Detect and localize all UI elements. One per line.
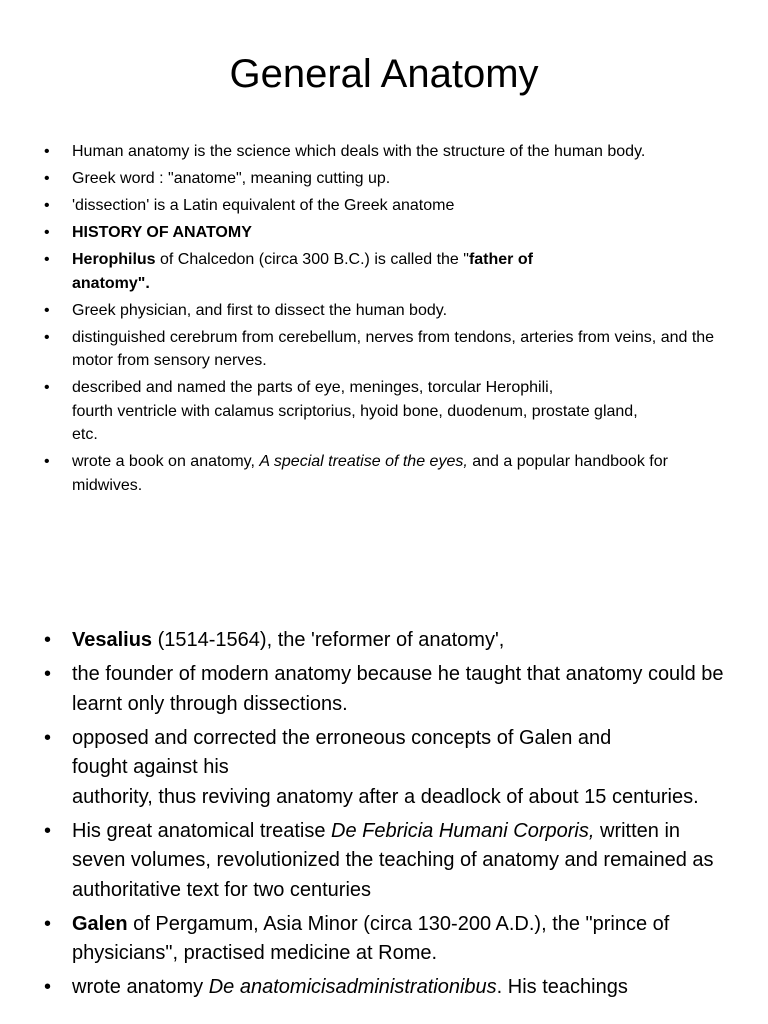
- item-text: of Chalcedon (circa 300 B.C.) is called the ": [155, 251, 469, 268]
- item-text: His great anatomical treatise: [72, 819, 332, 842]
- list-item: [44, 817, 724, 906]
- section-heading: HISTORY OF ANATOMY: [72, 224, 252, 241]
- list-item: [44, 194, 724, 218]
- list-item: [44, 221, 724, 245]
- item-text-line1: opposed and corrected the erroneous concepts of Galen and fought against his: [72, 726, 612, 778]
- item-text: written in seven volumes, revolutionized the teaching of anatomy and remained as authoritative text for two centuries: [72, 819, 714, 901]
- item-text: distinguished cerebrum from cerebellum, nerves from tendons, arteries from veins, and the motor from sensory nerves.: [72, 328, 715, 369]
- bullet-icon: •: [44, 726, 52, 749]
- item-text: Human anatomy is the science which deals with the structure of the human body.: [72, 143, 646, 160]
- item-text-line2: authority, thus reviving anatomy after a deadlock of about 15 centuries.: [72, 785, 699, 808]
- item-text-line1: described and named the parts of eye, meninges, torcular Herophili,: [72, 379, 554, 396]
- list-item: [44, 973, 724, 1003]
- item-text: and a popular handbook for midwives.: [72, 453, 668, 494]
- list-item: [44, 660, 724, 719]
- bullet-icon: •: [44, 379, 50, 396]
- book-title: A special treatise of the eyes,: [259, 453, 468, 470]
- item-text: of Pergamum, Asia Minor (circa 130-200 A.D.), the "prince of physicians", practised medicine at Rome.: [72, 912, 670, 964]
- bullet-icon: •: [44, 301, 50, 319]
- bullet-icon: •: [44, 976, 52, 998]
- item-text: . His teachings: [496, 976, 628, 998]
- bullet-icon: •: [44, 197, 50, 214]
- person-name: Vesalius: [72, 629, 153, 651]
- bullet-icon: •: [44, 629, 52, 651]
- book-title: De anatomicisadministrationibus: [208, 976, 497, 998]
- item-text: wrote anatomy: [72, 976, 209, 998]
- bullet-icon: •: [44, 453, 50, 470]
- bullet-list-herophilus: [44, 140, 724, 501]
- list-item: [44, 626, 724, 656]
- list-item: [44, 248, 724, 295]
- page-title: General Anatomy: [229, 52, 539, 96]
- item-text-line2: fourth ventricle with calamus scriptorius, hyoid bone, duodenum, prostate gland, etc.: [72, 402, 638, 443]
- bullet-icon: •: [44, 663, 52, 685]
- person-name: Galen: [72, 912, 128, 935]
- bullet-icon: •: [44, 224, 50, 241]
- item-text: Greek word : "anatome", meaning cutting up.: [72, 170, 391, 187]
- bullet-list-vesalius-galen: [44, 626, 724, 1007]
- list-item: [44, 326, 724, 373]
- bullet-icon: •: [44, 912, 52, 935]
- item-text: wrote a book on anatomy,: [72, 453, 260, 470]
- item-text: (1514-1564), the 'reformer of anatomy',: [152, 629, 505, 651]
- list-item: [44, 140, 724, 164]
- item-text: 'dissection' is a Latin equivalent of the Greek anatome: [72, 197, 455, 214]
- emphasis-text: father of anatomy".: [72, 251, 533, 292]
- item-text: Greek physician, and first to dissect the human body.: [72, 301, 448, 319]
- list-item: [44, 910, 724, 969]
- bullet-icon: •: [44, 170, 50, 187]
- bullet-icon: •: [44, 819, 52, 842]
- bullet-icon: •: [44, 143, 50, 160]
- list-item: [44, 299, 724, 323]
- person-name: Herophilus: [72, 251, 156, 268]
- list-item: [44, 167, 724, 191]
- list-item: [44, 376, 724, 447]
- list-item: [44, 450, 724, 497]
- bullet-icon: •: [44, 328, 50, 346]
- item-text: the founder of modern anatomy because he taught that anatomy could be learnt only through dissections.: [72, 663, 724, 715]
- bullet-icon: •: [44, 251, 50, 268]
- list-item: [44, 724, 724, 813]
- treatise-title: De Febricia Humani Corporis,: [331, 819, 595, 842]
